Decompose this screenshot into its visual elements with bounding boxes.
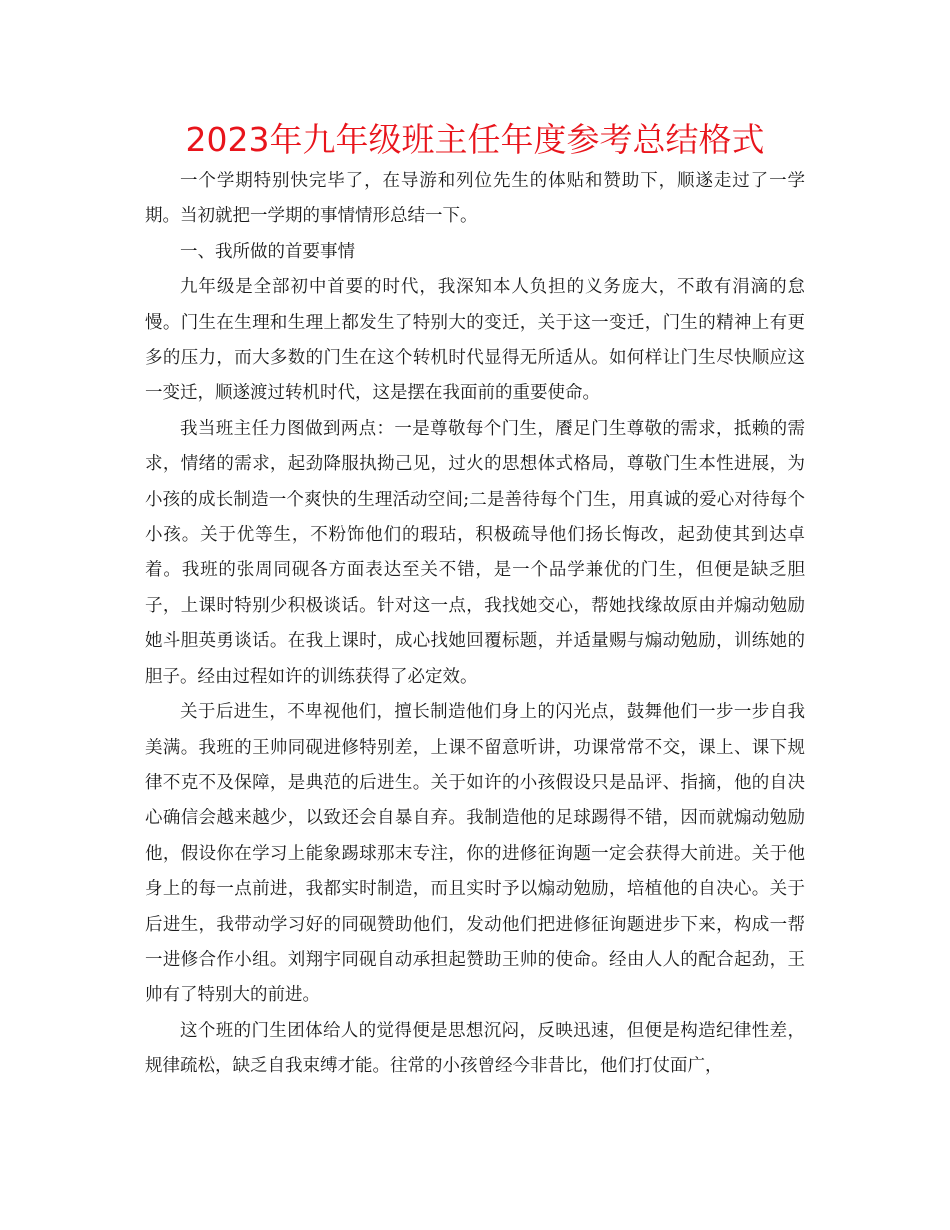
paragraph: 我当班主任力图做到两点：一是尊敬每个门生，餍足门生尊敬的需求，抵赖的需求，情绪的需求，起劲降服执拗己见，过火的思想体式格局，尊敬门生本性进展，为小孩的成长制造一个爽快的生理活动空间;二是善待每个门生，用真诚的爱心对待每个小孩。关于优等生，不粉饰他们的瑕玷，积极疏导他们扬长悔改，起劲使其到达卓着。我班的张周同砚各方面表达至关不错，是一个品学兼优的门生，但便是缺乏胆子，上课时特别少积极谈话。针对这一点，我找她交心，帮她找缘故原由并煽动勉励她斗胆英勇谈话。在我上课时，成心找她回覆标题，并适量赐与煽动勉励，训练她的胆子。经由过程如许的训练获得了必定效。: [145, 418, 805, 687]
section-heading: 一、我所做的首要事情: [180, 241, 355, 262]
paragraph: 一个学期特别快完毕了，在导游和列位先生的体贴和赞助下，顺遂走过了一学期。当初就把一学期的事情情形总结一下。: [145, 171, 805, 227]
paragraph: 关于后进生，不卑视他们，擅长制造他们身上的闪光点，鼓舞他们一步一步自我美满。我班的王帅同砚进修特别差，上课不留意听讲，功课常常不交，课上、课下规律不克不及保障，是典范的后进生。关于如许的小孩假设只是品评、指摘，他的自决心确信会越来越少，以致还会自暴自弃。我制造他的足球踢得不错，因而就煽动勉励他，假设你在学习上能象踢球那末专注，你的进修征询题一定会获得大前进。关于他身上的每一点前进，我都实时制造，而且实时予以煽动勉励，培植他的自决心。关于后进生，我带动学习好的同砚赞助他们，发动他们把进修征询题进步下来，构成一帮一进修合作小组。刘翔宇同砚自动承担起赞助王帅的使命。经由人人的配合起劲，王帅有了特别大的前进。: [145, 702, 805, 1006]
document-title: 2023年九年级班主任年度参考总结格式: [185, 120, 765, 159]
document-body: [145, 164, 805, 1085]
paragraph: 九年级是全部初中首要的时代，我深知本人负担的义务庞大，不敢有涓滴的怠慢。门生在生理和生理上都发生了特别大的变迁，关于这一变迁，门生的精神上有更多的压力，而大多数的门生在这个转机时代显得无所适从。如何样让门生尽快顺应这一变迁，顺遂渡过转机时代，这是摆在我面前的重要使命。: [145, 277, 805, 404]
paragraph: 这个班的门生团体给人的觉得便是思想沉闷，反映迅速，但便是构造纪律性差，规律疏松，缺乏自我束缚才能。往常的小孩曾经今非昔比，他们打仗面广，: [145, 1020, 805, 1077]
